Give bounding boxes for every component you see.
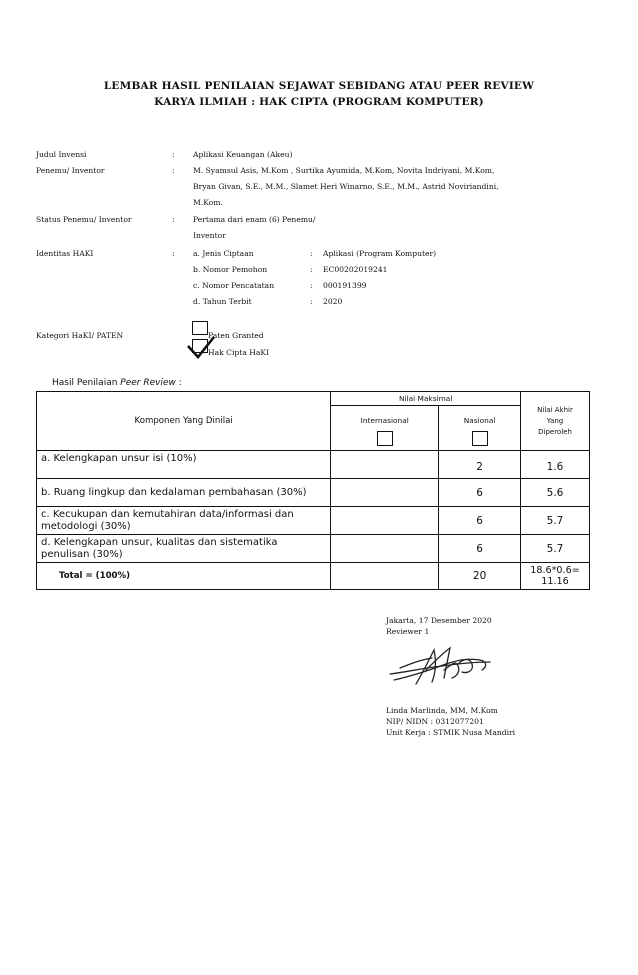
status-line-2: Inventor: [193, 231, 226, 240]
hak-cipta-label: Hak Cipta HaKI: [208, 348, 270, 357]
judul-label: Judul Invensi: [36, 150, 87, 159]
document-title-line1: LEMBAR HASIL PENILAIAN SEJAWAT SEBIDANG ATAU PEER REVIEW: [103, 80, 535, 92]
table-row: [37, 507, 590, 535]
col-nilai-maksimal-header: Nilai Maksimal: [331, 392, 521, 406]
identitas-key-d: d. Tahun Terbit: [193, 297, 252, 306]
heading-suffix: :: [175, 378, 182, 388]
reviewer-name: Linda Marlinda, MM, M.Kom: [386, 706, 498, 715]
identitas-value-c: 000191399: [323, 281, 367, 290]
penemu-line-1: M. Syamsul Asis, M.Kom , Surtika Ayumida, M.Kom, Novita Indriyani, M.Kom,: [193, 166, 495, 175]
row-nasional: 6: [439, 507, 521, 535]
internasional-label: Internasional: [360, 416, 409, 425]
row-intl: [331, 535, 439, 563]
row-nasional: 6: [439, 479, 521, 507]
colon: :: [310, 249, 313, 258]
row-akhir: 1.6: [521, 451, 590, 479]
nasional-label: Nasional: [463, 416, 496, 425]
judul-value: Aplikasi Keuangan (Akeu): [193, 150, 293, 159]
colon: :: [172, 150, 175, 159]
total-row: [37, 563, 590, 590]
row-intl: [331, 479, 439, 507]
status-line-1: Pertama dari enam (6) Penemu/: [193, 215, 316, 224]
heading-italic: Peer Review: [120, 378, 176, 388]
colon: :: [172, 166, 175, 175]
table-row: [37, 479, 590, 507]
table-row: [37, 451, 590, 479]
identitas-value-d: 2020: [323, 297, 343, 306]
identitas-key-a: a. Jenis Ciptaan: [193, 249, 254, 258]
nasional-checkbox[interactable]: [472, 431, 488, 446]
row-intl: [331, 451, 439, 479]
identitas-label: Identitas HAKI: [36, 249, 94, 258]
peer-review-heading: [52, 378, 182, 388]
table-row: [37, 535, 590, 563]
row-akhir: 5.7: [521, 507, 590, 535]
status-label: Status Penemu/ Inventor: [36, 215, 132, 224]
identitas-value-b: EC00202019241: [323, 265, 388, 274]
reviewer-unit: Unit Kerja : STMIK Nusa Mandiri: [386, 728, 516, 737]
colon: :: [310, 297, 313, 306]
paten-granted-label: Paten Granted: [208, 331, 264, 340]
colon: :: [310, 281, 313, 290]
row-intl: [331, 507, 439, 535]
total-intl: [331, 563, 439, 590]
col-komponen-header: Komponen Yang Dinilai: [37, 392, 331, 451]
heading-prefix: Hasil Penilaian: [52, 378, 121, 388]
row-nasional: 2: [439, 451, 521, 479]
col-nilai-akhir-header: Nilai Akhir Yang Diperoleh: [521, 392, 590, 451]
kategori-label: Kategori HaKI/ PATEN: [36, 331, 124, 340]
paten-granted-checkbox[interactable]: [192, 321, 208, 335]
identitas-value-a: Aplikasi (Program Komputer): [323, 249, 437, 258]
penemu-line-3: M.Kom.: [193, 198, 223, 207]
total-nasional: 20: [439, 563, 521, 590]
colon: :: [172, 249, 175, 258]
col-internasional-header: [331, 406, 439, 451]
col-nasional-header: [439, 406, 521, 451]
reviewer-role: Reviewer 1: [386, 627, 430, 636]
total-label: Total = (100%): [37, 563, 331, 590]
row-akhir: 5.7: [521, 535, 590, 563]
row-nasional: 6: [439, 535, 521, 563]
row-component: c. Kecukupan dan kemutahiran data/informasi dan metodologi (30%): [37, 507, 331, 535]
peer-review-table: [36, 391, 590, 590]
colon: :: [310, 265, 313, 274]
identitas-key-b: b. Nomor Pemohon: [193, 265, 268, 274]
reviewer-nip: NIP/ NIDN : 0312077201: [386, 717, 484, 726]
colon: :: [172, 215, 175, 224]
internasional-checkbox[interactable]: [377, 431, 393, 446]
row-component: a. Kelengkapan unsur isi (10%): [37, 451, 331, 479]
penemu-label: Penemu/ Inventor: [36, 166, 105, 175]
row-akhir: 5.6: [521, 479, 590, 507]
handwritten-signature: [386, 640, 496, 690]
row-component: b. Ruang lingkup dan kedalaman pembahasan (30%): [37, 479, 331, 507]
identitas-key-c: c. Nomor Pencatatan: [193, 281, 275, 290]
place-date: Jakarta, 17 Desember 2020: [386, 616, 492, 625]
document-title-line2: KARYA ILMIAH : HAK CIPTA (PROGRAM KOMPUTER): [154, 96, 484, 108]
penemu-line-2: Bryan Givan, S.E., M.M., Slamet Heri Winarno, S.E., M.M., Astrid Noviriandini,: [193, 182, 499, 191]
row-component: d. Kelengkapan unsur, kualitas dan sistematika penulisan (30%): [37, 535, 331, 563]
total-akhir: 18.6*0.6= 11.16: [521, 563, 590, 590]
